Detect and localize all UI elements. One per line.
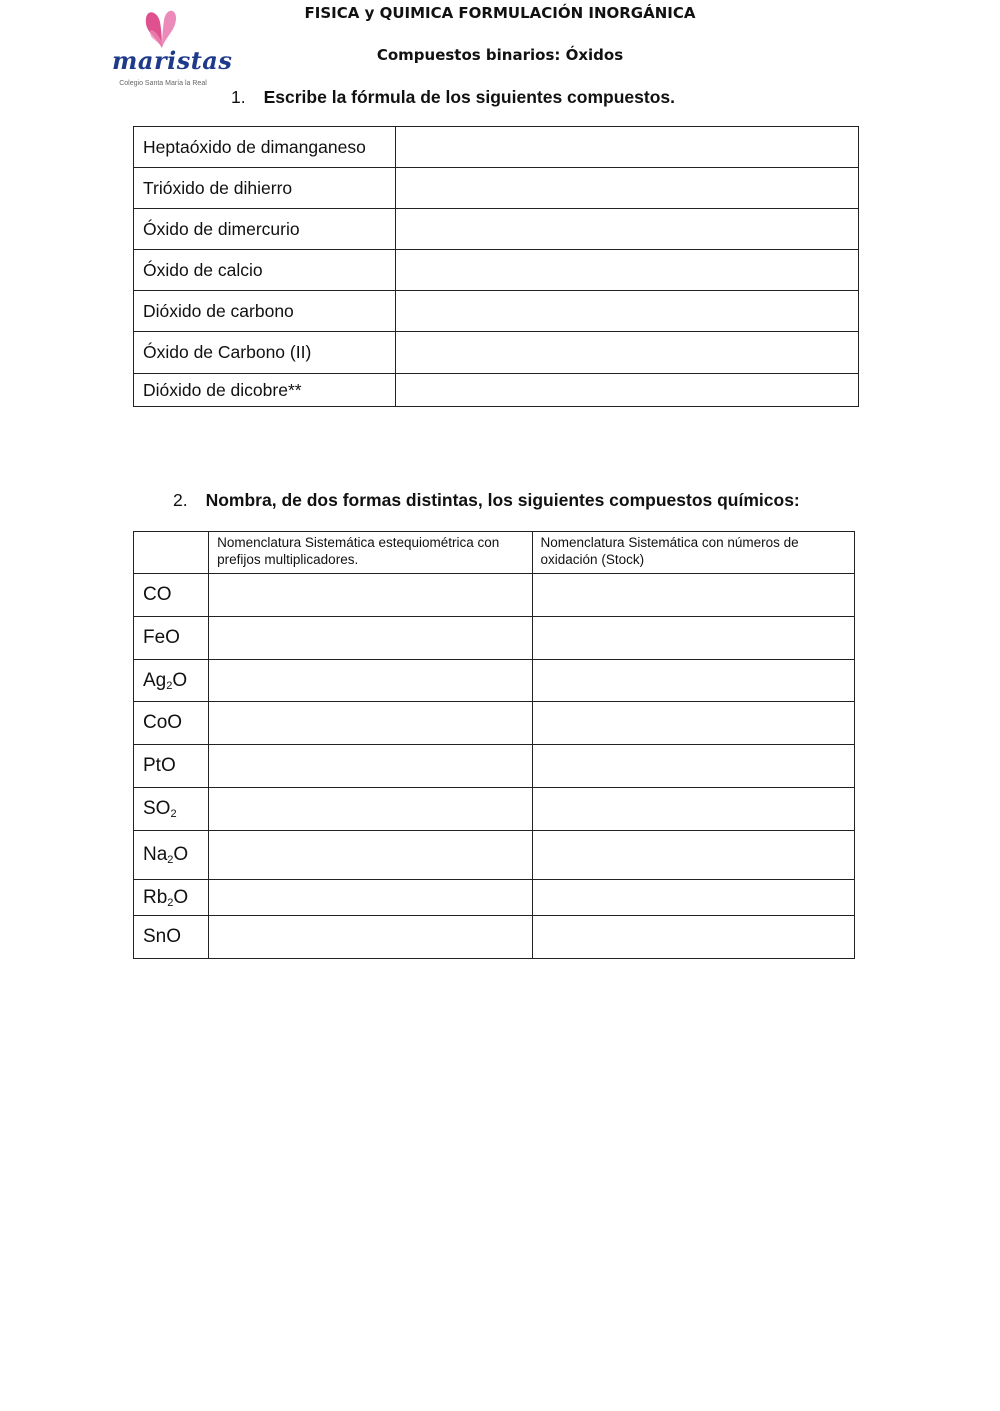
table-row — [134, 660, 855, 702]
table-row — [134, 702, 855, 745]
chemical-formula: SnO — [134, 916, 209, 959]
compound-name: Óxido de dimercurio — [134, 209, 396, 250]
header-stock: Nomenclatura Sistemática con números de oxidación (Stock) — [532, 532, 854, 574]
logo-wordmark: maristas — [112, 46, 233, 75]
compound-name: Óxido de Carbono (II) — [134, 332, 396, 374]
formula-answer-cell[interactable] — [396, 332, 859, 374]
question-1-number: 1. — [231, 87, 246, 107]
stoichiometric-answer-cell[interactable] — [209, 702, 532, 745]
nomenclature-table — [133, 531, 855, 959]
table-row — [134, 617, 855, 660]
stock-answer-cell[interactable] — [532, 831, 854, 880]
chemical-formula: $SO_2$ — [134, 788, 209, 831]
question-2 — [173, 490, 800, 511]
compound-name: Trióxido de dihierro — [134, 168, 396, 209]
table-row — [134, 332, 859, 374]
question-2-text: Nombra, de dos formas distintas, los siguientes compuestos químicos: — [205, 490, 800, 510]
stoichiometric-answer-cell[interactable] — [209, 617, 532, 660]
table-row — [134, 168, 859, 209]
formula-answer-cell[interactable] — [396, 127, 859, 168]
stock-answer-cell[interactable] — [532, 916, 854, 959]
stock-answer-cell[interactable] — [532, 574, 854, 617]
table-row — [134, 831, 855, 880]
formula-table — [133, 126, 859, 407]
compound-name: Dióxido de carbono — [134, 291, 396, 332]
table-row — [134, 788, 855, 831]
stoichiometric-answer-cell[interactable] — [209, 788, 532, 831]
stoichiometric-answer-cell[interactable] — [209, 660, 532, 702]
compound-name: Óxido de calcio — [134, 250, 396, 291]
chemical-formula: $Ag_2O$ — [134, 660, 209, 702]
header-empty-cell — [134, 532, 209, 574]
question-1-text: Escribe la fórmula de los siguientes compuestos. — [263, 87, 675, 107]
chemical-formula: $Na_2O$ — [134, 831, 209, 880]
question-2-number: 2. — [173, 490, 188, 510]
page-subtitle: Compuestos binarios: Óxidos — [376, 46, 624, 64]
stoichiometric-answer-cell[interactable] — [209, 880, 532, 916]
stock-answer-cell[interactable] — [532, 702, 854, 745]
chemical-formula: PtO — [134, 745, 209, 788]
stoichiometric-answer-cell[interactable] — [209, 916, 532, 959]
table-row — [134, 374, 859, 407]
table-row — [134, 574, 855, 617]
stock-answer-cell[interactable] — [532, 745, 854, 788]
formula-answer-cell[interactable] — [396, 374, 859, 407]
compound-name: Heptaóxido de dimanganeso — [134, 127, 396, 168]
stoichiometric-answer-cell[interactable] — [209, 831, 532, 880]
stock-answer-cell[interactable] — [532, 660, 854, 702]
formula-answer-cell[interactable] — [396, 168, 859, 209]
formula-answer-cell[interactable] — [396, 209, 859, 250]
formula-answer-cell[interactable] — [396, 291, 859, 332]
page-title: FISICA y QUIMICA FORMULACIÓN INORGÁNICA — [304, 4, 696, 22]
chemical-formula: $Rb_2O$ — [134, 880, 209, 916]
table-row — [134, 291, 859, 332]
stock-answer-cell[interactable] — [532, 788, 854, 831]
stoichiometric-answer-cell[interactable] — [209, 745, 532, 788]
header-stoichiometric: Nomenclatura Sistemática estequiométrica con prefijos multiplicadores. — [209, 532, 532, 574]
stock-answer-cell[interactable] — [532, 880, 854, 916]
chemical-formula: CoO — [134, 702, 209, 745]
table-header-row — [134, 532, 855, 574]
table-row — [134, 250, 859, 291]
compound-name: Dióxido de dicobre** — [134, 374, 396, 407]
formula-answer-cell[interactable] — [396, 250, 859, 291]
table-row — [134, 209, 859, 250]
chemical-formula: FeO — [134, 617, 209, 660]
stoichiometric-answer-cell[interactable] — [209, 574, 532, 617]
table-row — [134, 745, 855, 788]
chemical-formula: CO — [134, 574, 209, 617]
logo-subtext: Colegio Santa María la Real — [119, 80, 207, 87]
table-row — [134, 127, 859, 168]
question-1 — [231, 87, 675, 108]
table-row — [134, 880, 855, 916]
stock-answer-cell[interactable] — [532, 617, 854, 660]
table-row — [134, 916, 855, 959]
